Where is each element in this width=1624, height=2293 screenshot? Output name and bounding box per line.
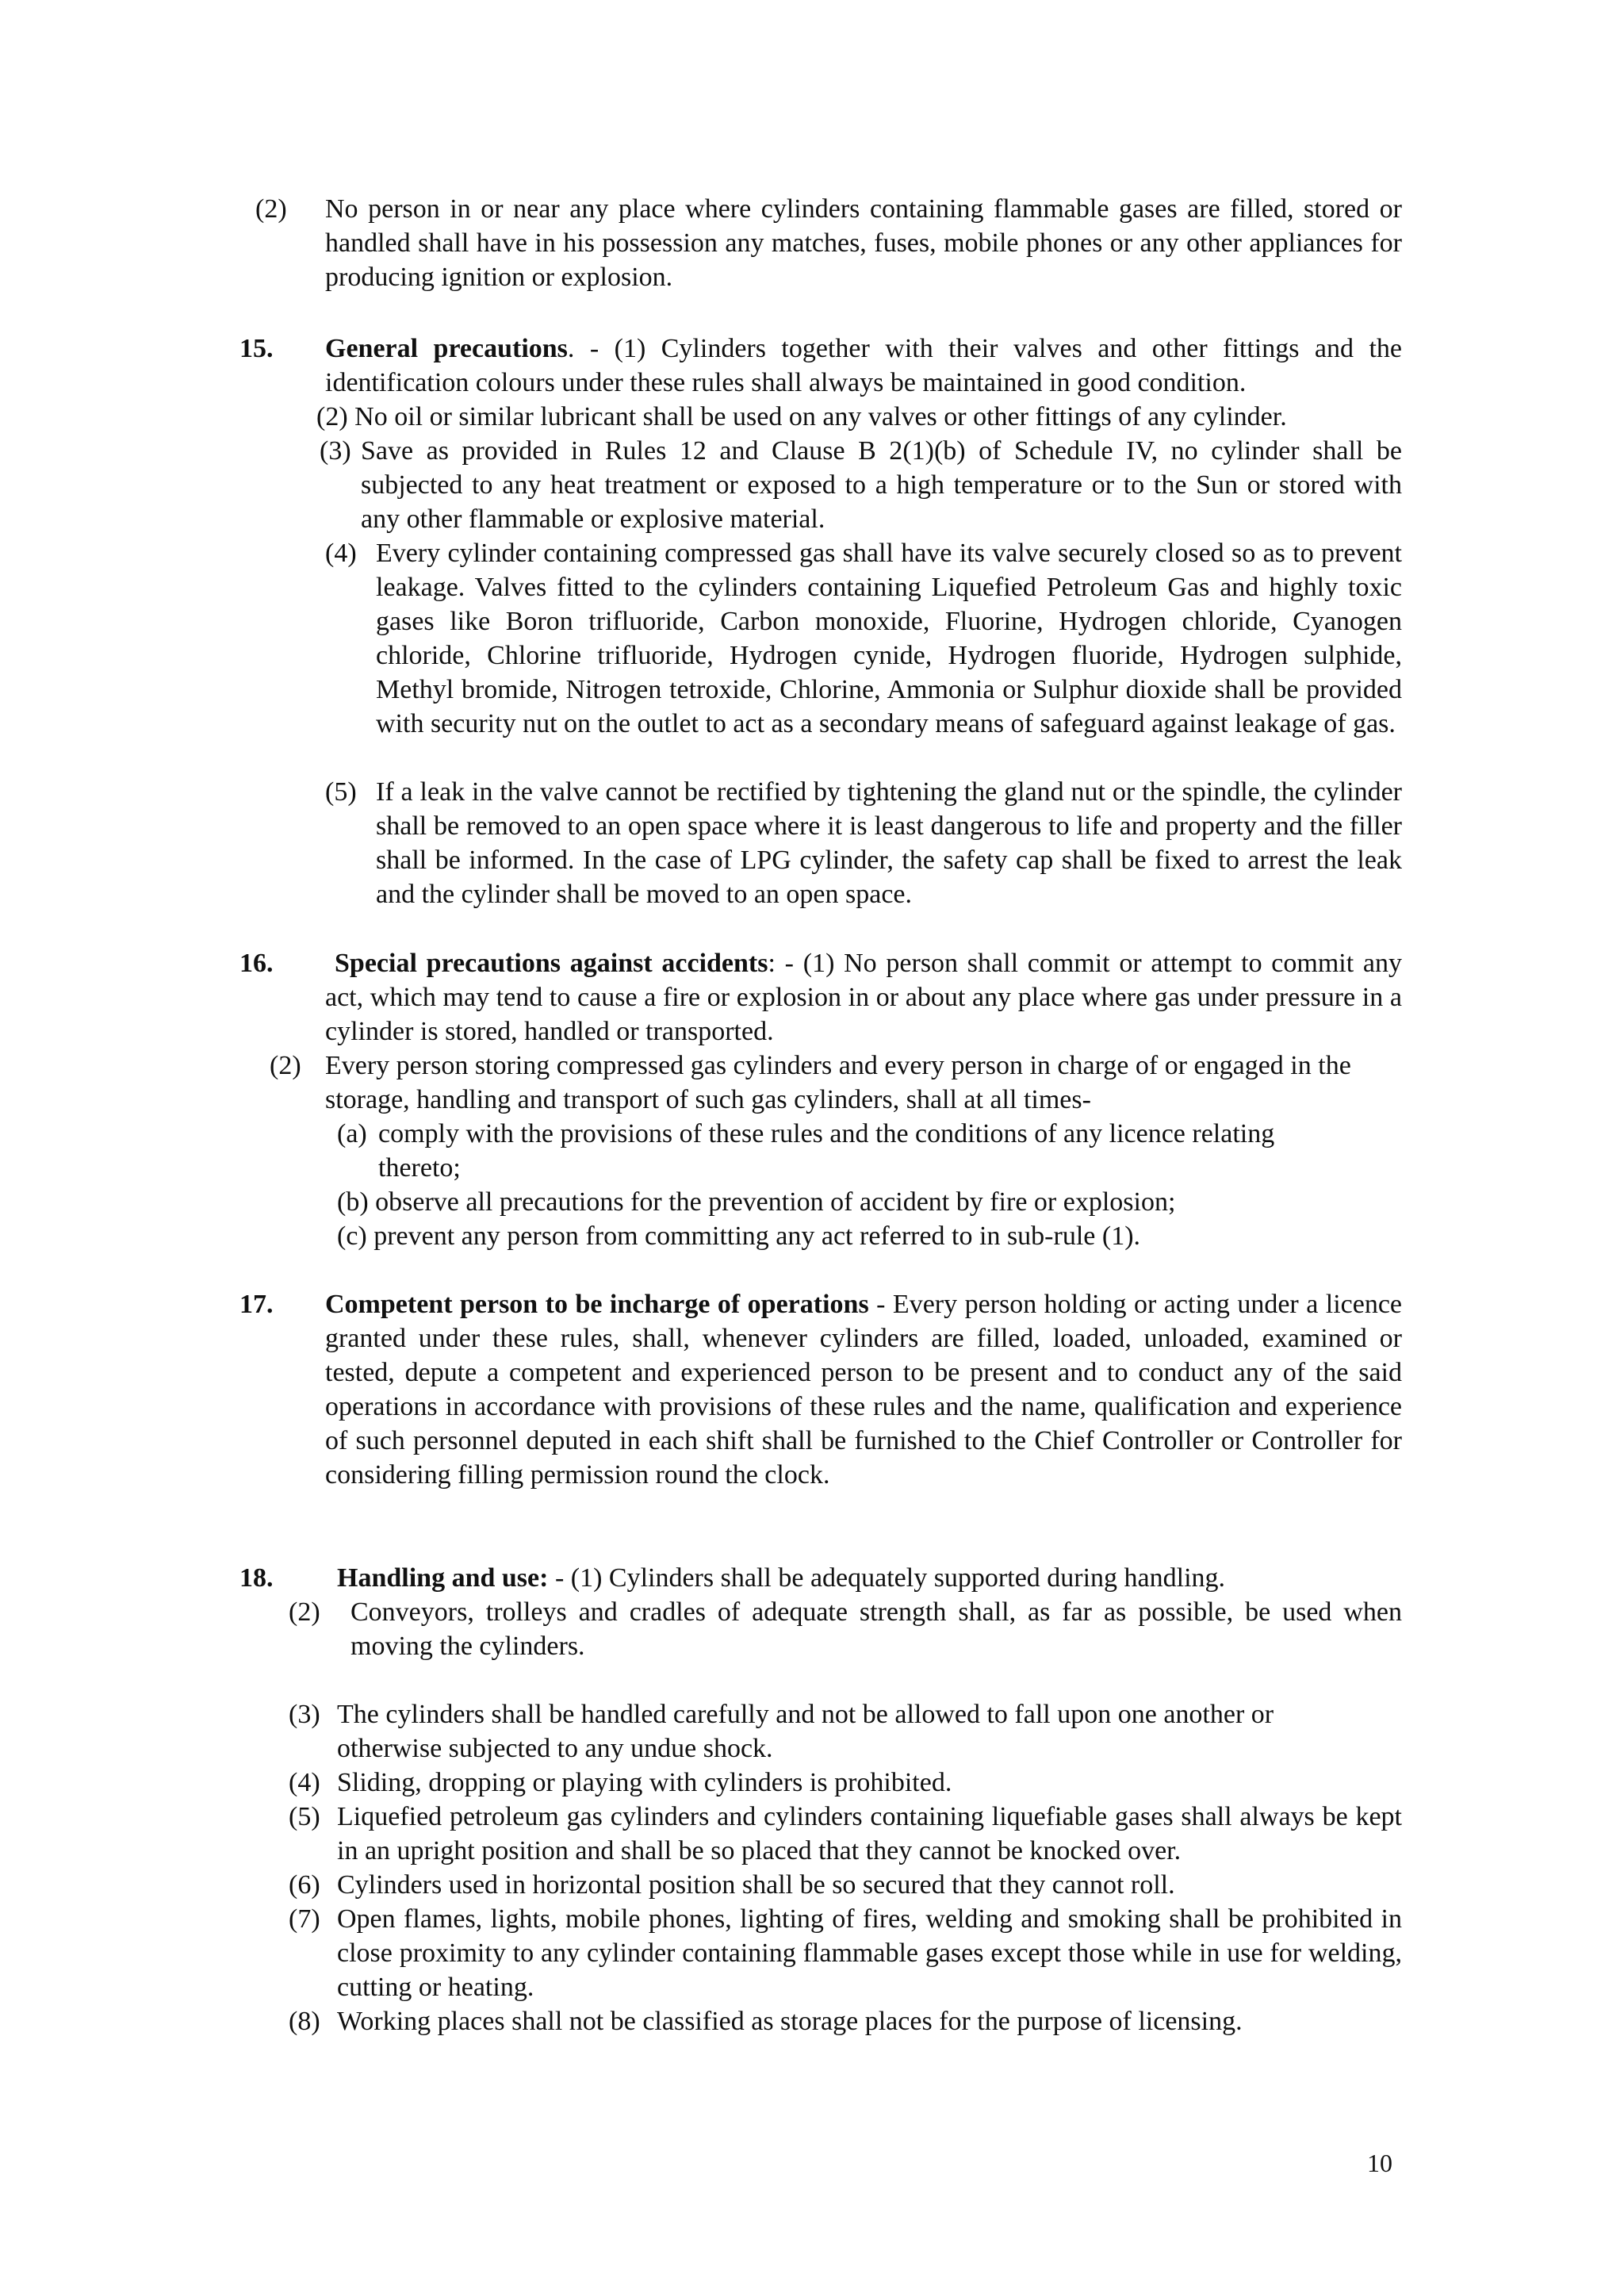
sec18-item-text: Cylinders used in horizontal position shall be so secured that they cannot roll. — [337, 1870, 1175, 1900]
sec15-sub4-label: (4) — [325, 539, 357, 568]
sec18-intro: - (1) Cylinders shall be adequately supported during handling. — [548, 1563, 1226, 1593]
sec15-sub4-text: Every cylinder containing compressed gas shall have its valve securely closed so as to prevent leakage. Valves fitted to the cylinders containing Liquefied Petroleum Gas and highly toxic gases like Boron trifluoride, Carbon monoxide, Fluorine, Hydrogen chloride, Cyanogen chloride, Chlorine trifluoride, Hydrogen cynide, Hydrogen fluoride, Hydrogen sulphide, Methyl bromide, Nitrogen tetroxide, Chlorine, Ammonia or Sulphur dioxide shall be provided with security nut on the outlet to act as a secondary means of safeguard against leakage of gas. — [376, 539, 1402, 738]
sec18-item-text: Working places shall not be classified as storage places for the purpose of licensing. — [337, 2007, 1243, 2036]
sec18-intro-paragraph — [337, 1561, 1447, 1595]
sec18-item-label: (5) — [289, 1802, 320, 1831]
sec16-heading: Special precautions against accidents — [335, 949, 768, 978]
sec16-intro-paragraph — [325, 946, 1402, 1049]
sec15-sub5-label: (5) — [325, 777, 357, 807]
sec17-paragraph — [325, 1287, 1402, 1492]
sec15-sub3-text: Save as provided in Rules 12 and Clause B 2(1)(b) of Schedule IV, no cylinder shall be subjected to any heat treatment or exposed to a high temperature or to the Sun or stored with any other flammable or explosive material. — [361, 436, 1402, 534]
sec17-text: - Every person holding or acting under a licence granted under these rules, shall, whenever cylinders are filled, loaded, unloaded, examined or tested, depute a competent and experienced person to be present and to conduct any of the said operations in accordance with provisions of these rules and the name, qualification and experience of such personnel deputed in each shift shall be furnished to the Chief Controller or Controller for considering filling permission round the clock. — [325, 1290, 1403, 1490]
sec16-a-label: (a) — [337, 1119, 367, 1148]
sec18-item-label: (7) — [289, 1904, 320, 1934]
sec16-b-text: (b) observe all precautions for the prevention of accident by fire or explosion; — [337, 1187, 1176, 1217]
sec18-item-label: (3) — [289, 1700, 320, 1729]
sec15-intro: . - (1) Cylinders together with their valves and other fittings and the identification colours under these rules shall always be maintained in good condition. — [325, 334, 1402, 397]
sec14-sub2-label: (2) — [255, 194, 287, 224]
sec17-number: 17. — [239, 1290, 274, 1319]
sec15-sub3-label: (3) — [320, 436, 351, 466]
sec16-sub2-label: (2) — [270, 1051, 301, 1080]
sec16-a-text: comply with the provisions of these rules and the conditions of any licence relating thereto; — [378, 1119, 1275, 1183]
sec15-intro-paragraph — [325, 332, 1402, 400]
sec15-heading: General precautions — [325, 334, 568, 363]
sec16-number: 16. — [239, 949, 274, 978]
sec18-item-text: Liquefied petroleum gas cylinders and cylinders containing liquefiable gases shall always be kept in an upright position and shall be so placed that they cannot be knocked over. — [337, 1802, 1402, 1865]
sec15-sub3-text-wrap — [361, 434, 1402, 536]
sec18-item-text: Conveyors, trolleys and cradles of adequate strength shall, as far as possible, be used when moving the cylinders. — [350, 1597, 1402, 1661]
sec15-number: 15. — [239, 334, 274, 363]
sec16-c-text: (c) prevent any person from committing any act referred to in sub-rule (1). — [337, 1221, 1141, 1251]
sec18-item-text: The cylinders shall be handled carefully and not be allowed to fall upon one another or otherwise subjected to any undue shock. — [337, 1700, 1274, 1763]
sec18-item-text: Open flames, lights, mobile phones, lighting of fires, welding and smoking shall be prohibited in close proximity to any cylinder containing flammable gases except those while in use for welding, cutting or heating. — [337, 1904, 1402, 2002]
sec17-heading: Competent person to be incharge of operations — [325, 1290, 869, 1319]
sec18-number: 18. — [239, 1563, 274, 1593]
page-number: 10 — [1367, 2149, 1392, 2177]
sec16-sub2-text: Every person storing compressed gas cylinders and every person in charge of or engaged in the storage, handling and transport of such gas cylinders, shall at all times- — [325, 1051, 1351, 1114]
sec14-sub2-text: No person in or near any place where cylinders containing flammable gases are filled, stored or handled shall have in his possession any matches, fuses, mobile phones or any other appliances for producing ignition or explosion. — [325, 194, 1402, 292]
sec18-item-label: (8) — [289, 2007, 320, 2036]
sec18-item-label: (4) — [289, 1768, 320, 1797]
sec18-item-text: Sliding, dropping or playing with cylinders is prohibited. — [337, 1768, 952, 1797]
sec18-heading: Handling and use: — [337, 1563, 549, 1593]
sec16-a-text-wrap — [378, 1117, 1362, 1185]
sec15-sub5-text: If a leak in the valve cannot be rectified by tightening the gland nut or the spindle, the cylinder shall be removed to an open space where it is least dangerous to life and property and the filler shall be informed. In the case of LPG cylinder, the safety cap shall be fixed to arrest the leak and the cylinder shall be moved to an open space. — [376, 777, 1402, 909]
sec18-item-label: (2) — [289, 1597, 320, 1627]
sec16-intro: : - (1) No person shall commit or attempt to commit any act, which may tend to cause a fire or explosion in or about any place where gas under pressure in a cylinder is stored, handled or transported. — [325, 949, 1403, 1046]
sec15-sub2: (2) No oil or similar lubricant shall be used on any valves or other fittings of any cylinder. — [316, 402, 1287, 431]
sec18-item-label: (6) — [289, 1870, 320, 1900]
